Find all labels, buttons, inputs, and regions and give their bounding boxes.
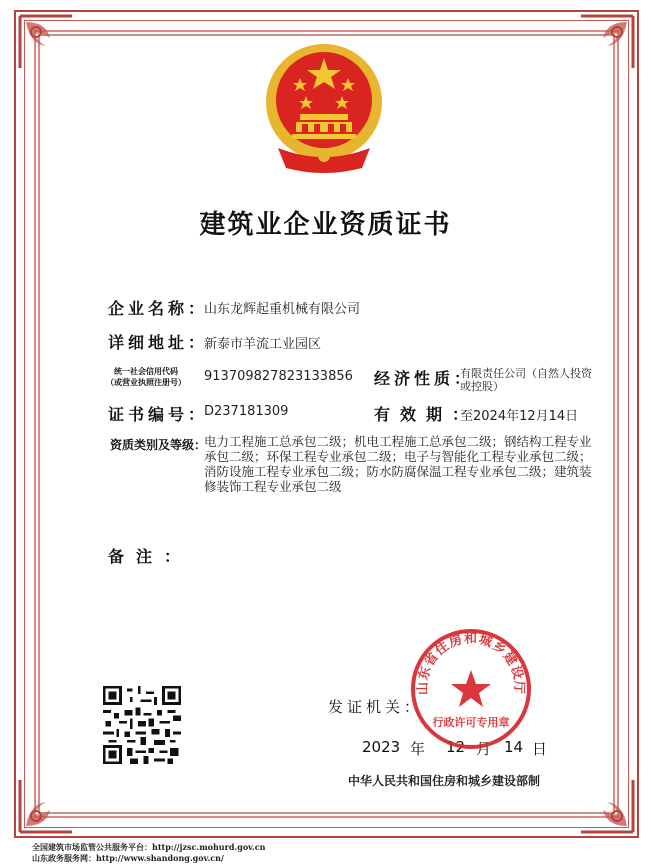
validity-label: 有效期：: [374, 405, 479, 424]
issue-day: 14: [504, 738, 524, 756]
corner-ornament-icon: [16, 776, 76, 836]
issue-year-unit: 年: [410, 740, 426, 758]
economic-type-value: 有限责任公司（自然人投资或控股）: [460, 367, 592, 393]
svg-text:行政许可专用章: 行政许可专用章: [432, 716, 510, 729]
qr-code-icon: [103, 686, 181, 764]
economic-type-label: 经济性质：: [374, 369, 475, 388]
issue-month: 12: [446, 738, 466, 756]
address-label: 详细地址：: [108, 333, 209, 352]
corner-ornament-icon: [16, 12, 76, 72]
issue-day-unit: 日: [532, 740, 548, 758]
issuer-ministry: 中华人民共和国住房和城乡建设部制: [348, 774, 541, 788]
corner-ornament-icon: [577, 776, 637, 836]
credit-code-label: [106, 366, 186, 388]
official-seal-icon: [408, 626, 534, 752]
svg-text:山东省住房和城乡建设厅: 山东省住房和城乡建设厅: [415, 631, 527, 696]
address-value: 新泰市羊流工业园区: [204, 337, 322, 352]
credit-code-label-line2: （或营业执照注册号）: [106, 378, 186, 387]
remarks-label: 备注：: [108, 547, 193, 566]
corner-ornament-icon: [577, 12, 637, 72]
certificate-number-label: 证书编号：: [108, 405, 209, 424]
credit-code-label-line1: 统一社会信用代码: [114, 367, 178, 376]
qualification-label: 资质类别及等级：: [110, 438, 207, 452]
issue-month-unit: 月: [476, 740, 492, 758]
company-name-label: 企业名称：: [108, 299, 209, 318]
certificate-title: 建筑业企业资质证书: [199, 210, 452, 240]
footer-platform-link[interactable]: 全国建筑市场监管公共服务平台：http://jzsc.mohurd.gov.cn: [32, 842, 266, 852]
validity-value: 至2024年12月14日: [460, 409, 579, 424]
company-name-value: 山东龙辉起重机械有限公司: [204, 302, 361, 317]
qualification-list: 电力工程施工总承包二级；机电工程施工总承包二级；钢结构工程专业承包二级；环保工程专业承包二级；电子与智能化工程专业承包二级；消防设施工程专业承包二级；防水防腐保温工程专业承包二级；建筑装修装饰工程专业承包二级: [204, 434, 592, 494]
issue-year: 2023: [362, 738, 401, 756]
issuer-label: 发证机关：: [328, 698, 424, 716]
certificate-number-value: D237181309: [204, 404, 289, 419]
credit-code-value: 913709827823133856: [204, 369, 353, 384]
national-emblem-icon: [258, 40, 390, 176]
footer-gov-link[interactable]: 山东政务服务网：http://www.shandong.gov.cn/: [32, 853, 224, 863]
